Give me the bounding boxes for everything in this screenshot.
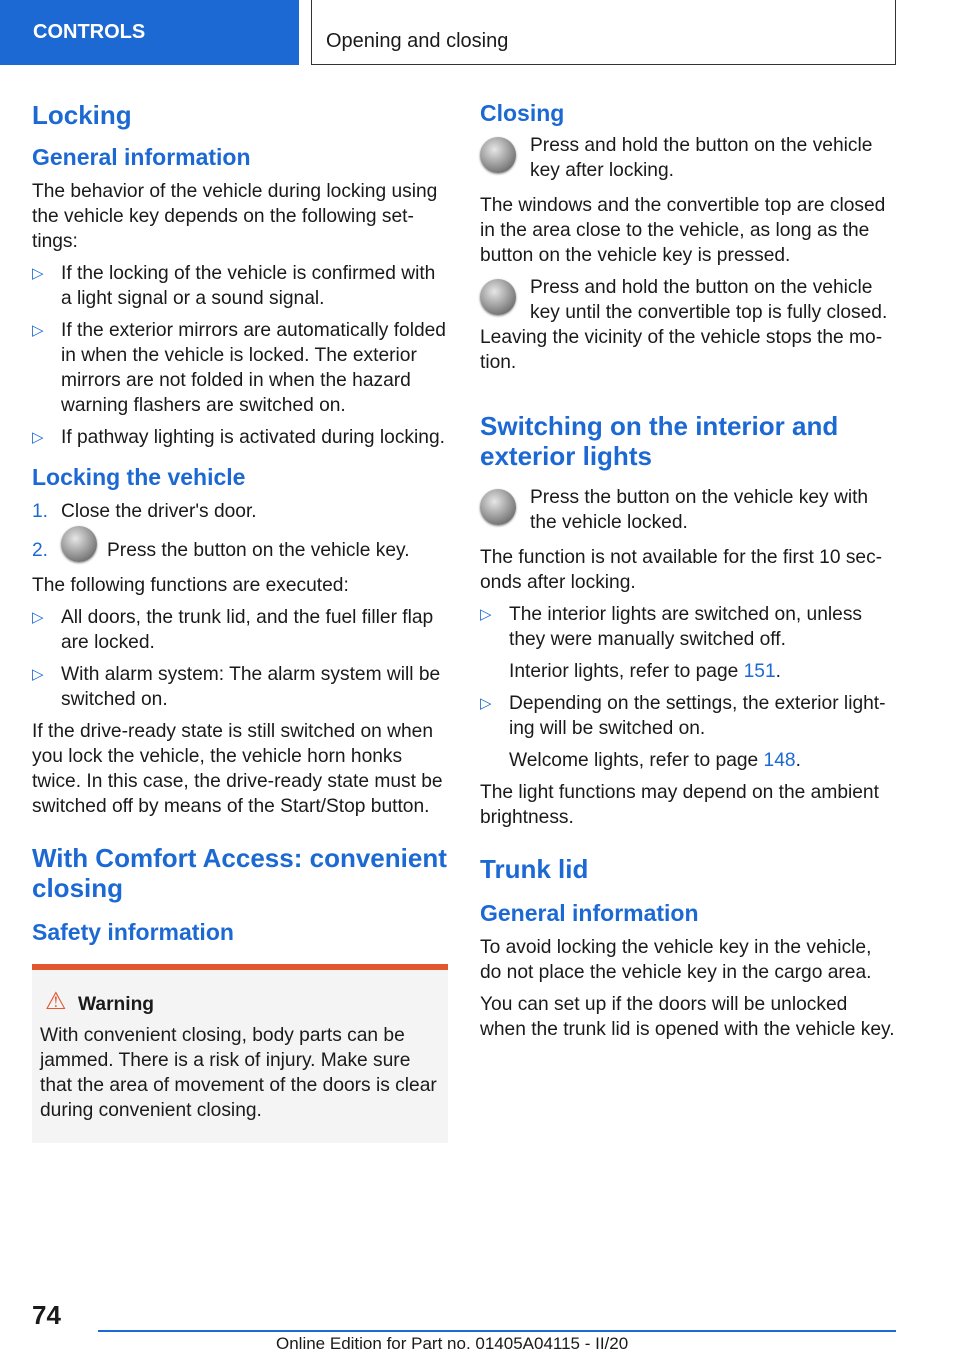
page-reference: Welcome lights, refer to page 148. [509, 750, 801, 771]
bmw-key-button-icon [480, 279, 516, 315]
heading-locking-vehicle: Locking the vehicle [32, 464, 246, 490]
heading-trunk-lid: Trunk lid [480, 854, 589, 884]
heading-switching-lights: Switching on the interior and exterior lights [480, 411, 839, 471]
heading-general-information: General information [32, 144, 251, 170]
section-tab: CONTROLS [0, 0, 299, 65]
page-link-151[interactable]: 151 [743, 661, 776, 682]
triangle-right-icon: ▷ [32, 322, 44, 339]
list-item: ▷ If pathway lighting is activated during locking. [32, 427, 445, 448]
list-item: ▷ If the exterior mirrors are automatically folded in when the vehicle is locked. The exterior mirrors are not folded in when the hazard warning flashers are switched on. [32, 320, 446, 416]
bmw-key-button-icon [480, 137, 516, 173]
general-intro: The behavior of the vehicle during locking using the vehicle key depends on the following set-tings: [32, 181, 438, 252]
trunk-paragraph-2: You can set up if the doors will be unlocked when the trunk lid is opened with the vehicle key. [480, 994, 895, 1040]
functions-intro: The following functions are executed: [32, 575, 349, 596]
triangle-right-icon: ▷ [32, 666, 44, 683]
step-item: 2. Press the button on the vehicle key. [32, 538, 448, 563]
lights-bullet-list [480, 602, 896, 773]
right-column [480, 100, 896, 1049]
triangle-right-icon: ▷ [32, 265, 44, 282]
triangle-right-icon: ▷ [480, 606, 492, 623]
heading-comfort-access: With Comfort Access: convenient closing [32, 843, 447, 903]
triangle-right-icon: ▷ [32, 609, 44, 626]
heading-safety-information: Safety information [32, 919, 234, 945]
heading-locking: Locking [32, 100, 132, 130]
warning-triangle-icon: ⚠ [45, 988, 67, 1015]
left-column [32, 100, 448, 1143]
warning-title: ⚠ Warning [45, 988, 155, 1015]
warning-text: With convenient closing, body parts can be jammed. There is a risk of injury. Make sure that the area of movement of the doors is clear during convenient closing. [40, 1025, 437, 1121]
closing-icon-block: Press and hold the button on the vehicle key after locking. [480, 133, 896, 183]
triangle-right-icon: ▷ [32, 429, 44, 446]
heading-trunk-general-information: General information [480, 900, 699, 926]
step-item: 1. Close the driver's door. [32, 501, 257, 522]
closing-icon-block-2: Press and hold the button on the vehicle key until the convertible top is fully closed. [480, 275, 896, 325]
list-item: ▷ If the locking of the vehicle is confirmed with a light signal or a sound signal. [32, 263, 436, 309]
chapter-title: Opening and closing [311, 0, 896, 65]
general-bullet-list [32, 261, 448, 450]
closing-paragraph-2: Leaving the vicinity of the vehicle stops the mo-tion. [480, 327, 883, 373]
page-number: 74 [32, 1300, 61, 1330]
locking-steps [32, 499, 448, 563]
trunk-paragraph-1: To avoid locking the vehicle key in the vehicle, do not place the vehicle key in the cargo area. [480, 937, 872, 983]
triangle-right-icon: ▷ [480, 695, 492, 712]
page-header [0, 0, 960, 66]
switching-icon-block: Press the button on the vehicle key with the vehicle locked. [480, 485, 896, 535]
bmw-key-button-icon [480, 489, 516, 525]
light-functions-paragraph: The light functions may depend on the ambient brightness. [480, 782, 879, 828]
page-link-148[interactable]: 148 [763, 750, 796, 771]
footer-divider [98, 1330, 896, 1332]
heading-closing: Closing [480, 100, 565, 126]
bmw-key-button-icon [61, 526, 97, 562]
drive-ready-text: If the drive-ready state is still switched on when you lock the vehicle, the vehicle horn honks twice. In this case, the drive-ready state must be switched off by means of the Start/Stop button. [32, 721, 443, 817]
warning-box [32, 964, 448, 1143]
list-item: ▷ All doors, the trunk lid, and the fuel filler flap are locked. [32, 607, 434, 653]
list-item: ▷ The interior lights are switched on, unless they were manually switched off. Interior lights, refer to page 151. [480, 602, 896, 684]
page-reference: Interior lights, refer to page 151. [509, 661, 781, 682]
closing-paragraph: The windows and the convertible top are closed in the area close to the vehicle, as long as the button on the vehicle key is pressed. [480, 195, 886, 266]
functions-bullet-list [32, 605, 448, 712]
switching-paragraph: The function is not available for the first 10 sec-onds after locking. [480, 547, 883, 593]
list-item: ▷ With alarm system: The alarm system will be switched on. [32, 664, 441, 710]
edition-footer: Online Edition for Part no. 01405A04115 - II/20 [276, 1334, 629, 1353]
list-item: ▷ Depending on the settings, the exterior light-ing will be switched on. Welcome lights, refer to page 148. [480, 691, 896, 773]
